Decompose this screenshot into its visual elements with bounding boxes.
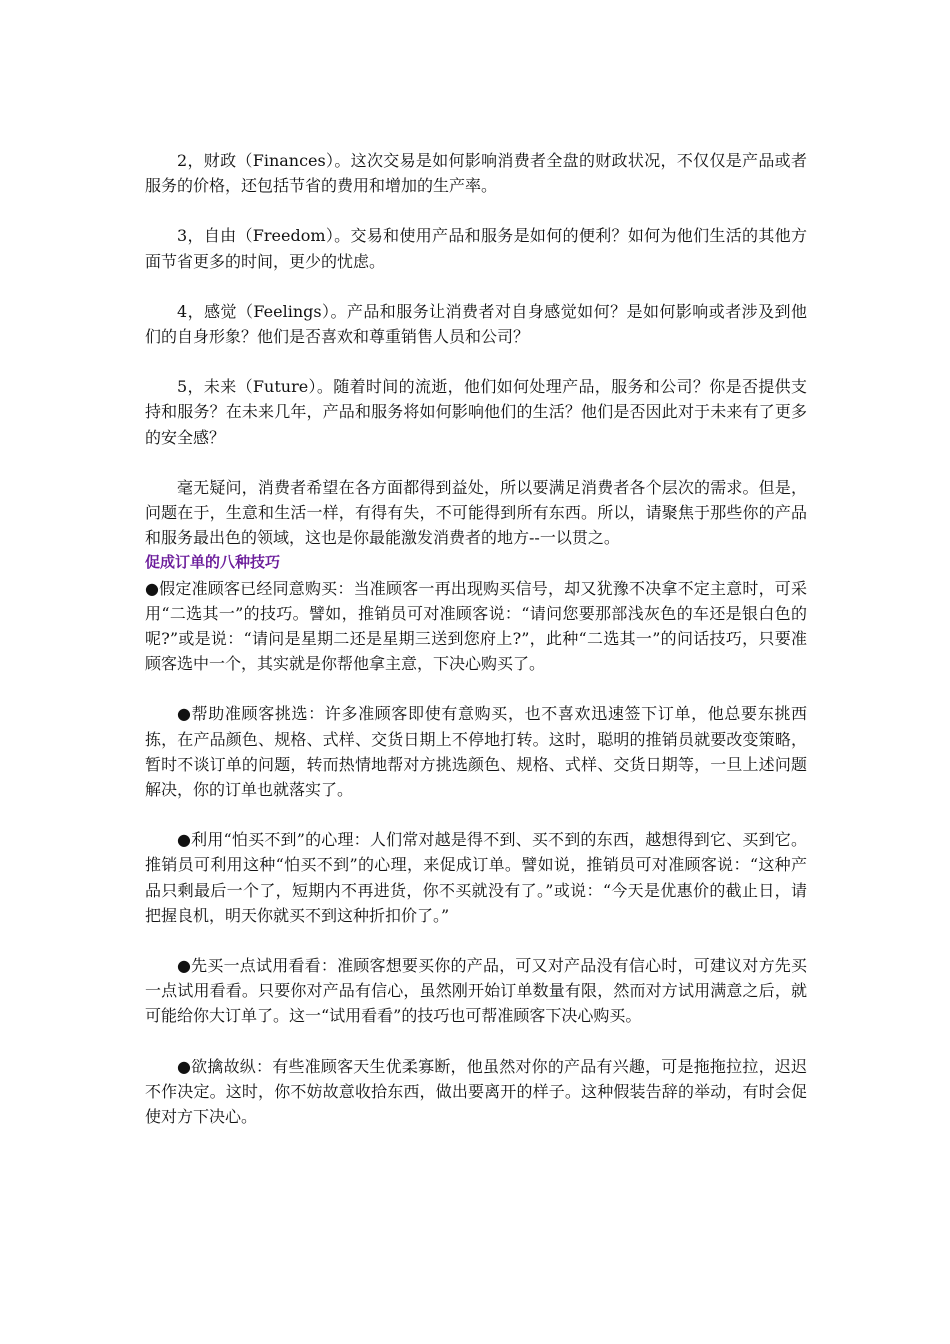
tip-fear-missing-out: ●利用“怕买不到”的心理：人们常对越是得不到、买不到的东西，越想得到它、买到它。推销员可利用这种“怕买不到”的心理，来促成订单。譬如说，推销员可对准顾客说：“这种产品只剩最后一个了，短期内不再进货，你不买就没有了。”或说：“今天是优惠价的截止日，请把握良机，明天你就买不到这种折扣价了。” xyxy=(145,830,807,925)
paragraph-feelings: 4，感觉（Feelings）。产品和服务让消费者对自身感觉如何？是如何影响或者涉及到他们的自身形象？他们是否喜欢和尊重销售人员和公司？ xyxy=(145,301,807,347)
paragraph-conclusion: 毫无疑问，消费者希望在各方面都得到益处，所以要满足消费者各个层次的需求。但是，问题在于，生意和生活一样，有得有失，不可能得到所有东西。所以，请聚焦于那些你的产品和服务最出色的领域，这也是你最能激发消费者的地方--一以贯之。 xyxy=(145,477,807,548)
paragraph-freedom: 3，自由（Freedom）。交易和使用产品和服务是如何的便利？如何为他们生活的其他方面节省更多的时间，更少的忧虑。 xyxy=(145,226,807,271)
paragraph-finances: 2，财政（Finances）。这次交易是如何影响消费者全盘的财政状况，不仅仅是产品或者服务的价格，还包括节省的费用和增加的生产率。 xyxy=(145,151,807,196)
paragraph-future: 5，未来（Future）。随着时间的流逝，他们如何处理产品，服务和公司？你是否提供支持和服务？在未来几年，产品和服务将如何影响他们的生活？他们是否因此对于未来有了更多的安全感？ xyxy=(145,377,807,447)
tip-help-choose: ●帮助准顾客挑选：许多准顾客即使有意购买，也不喜欢迅速签下订单，他总要东挑西拣，在产品颜色、规格、式样、交货日期上不停地打转。这时，聪明的推销员就要改变策略，暂时不谈订单的问题，转而热情地帮对方挑选颜色、规格、式样、交货日期等，一旦上述问题解决，你的订单也就落实了。 xyxy=(145,704,807,800)
tip-assume-agreement: ●假定准顾客已经同意购买：当准顾客一再出现购买信号，却又犹豫不决拿不定主意时，可采用“二选其一”的技巧。譬如，推销员可对准顾客说：“请问您要那部浅灰色的车还是银白色的呢?”或是说：“请问是星期二还是星期三送到您府上?”，此种“二选其一”的问话技巧，只要准顾客选中一个，其实就是你帮他拿主意，下决心购买了。 xyxy=(145,578,807,674)
document-page xyxy=(145,148,807,1129)
tip-play-hard-to-get: ●欲擒故纵：有些准顾客天生优柔寡断，他虽然对你的产品有兴趣，可是拖拖拉拉，迟迟不作决定。这时，你不妨故意收拾东西，做出要离开的样子。这种假装告辞的举动，有时会促使对方下决心。 xyxy=(145,1056,807,1127)
tip-trial-purchase: ●先买一点试用看看：准顾客想要买你的产品，可又对产品没有信心时，可建议对方先买一点试用看看。只要你对产品有信心，虽然刚开始订单数量有限，然而对方试用满意之后，就可能给你大订单了。这一“试用看看”的技巧也可帮准顾客下决心购买。 xyxy=(145,956,807,1026)
section-heading: 促成订单的八种技巧 xyxy=(145,553,281,572)
